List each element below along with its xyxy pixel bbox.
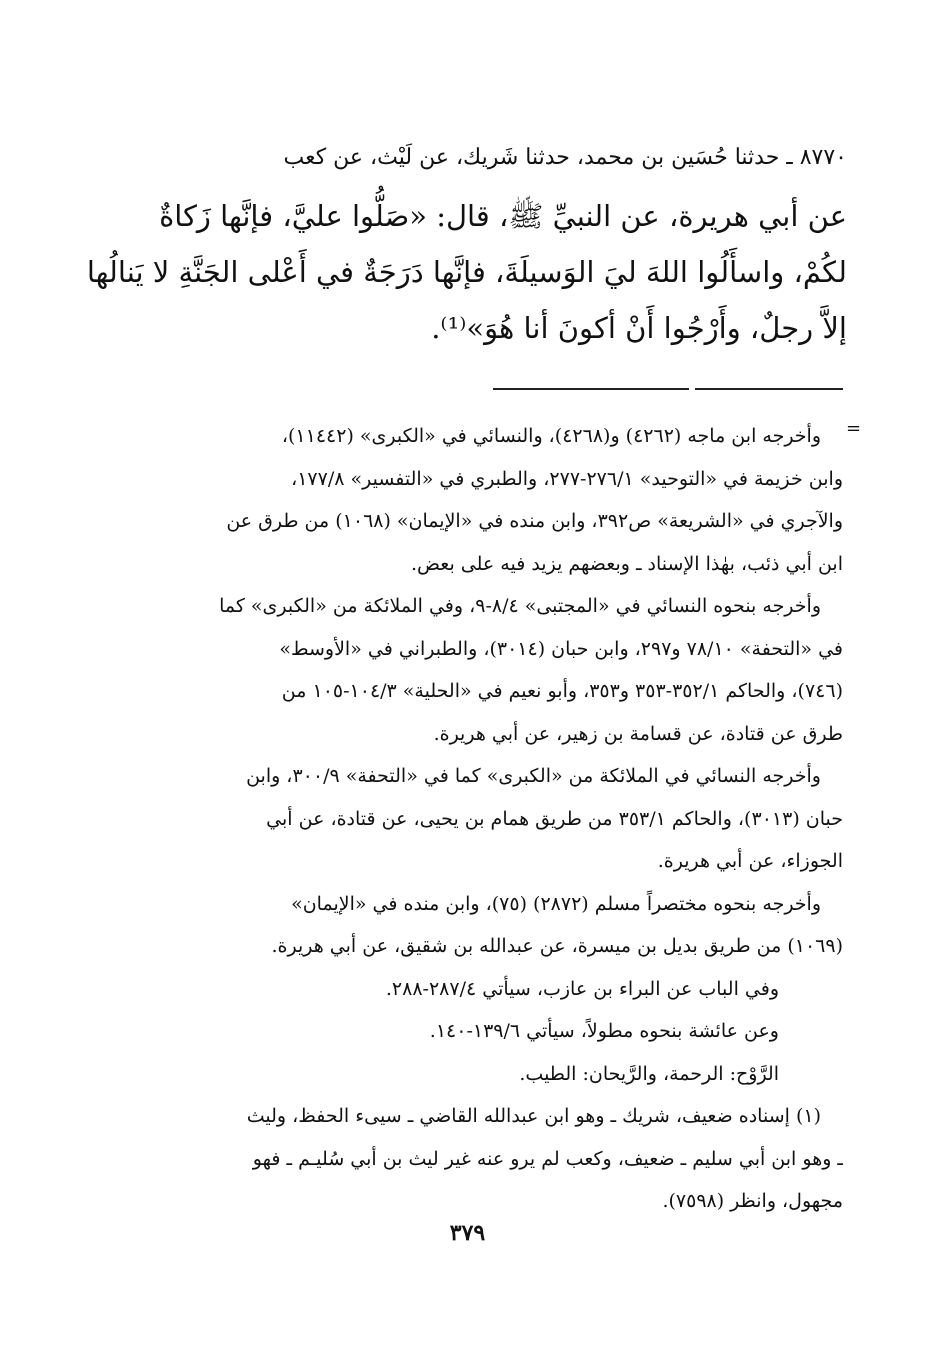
footnote-line: وعن عائشة بنحوه مطولاً، سيأتي ١٣٩/٦-١٤٠. — [429, 1020, 779, 1042]
footnote-separator — [493, 388, 843, 390]
footnote-line: وابن خزيمة في «التوحيد» ٢٧٦/١-٢٧٧، والطبري في «التفسير» ١٧٧/٨، — [291, 467, 843, 490]
separator-segment — [695, 388, 843, 390]
footnote-line: حبان (٣٠١٣)، والحاكم ٣٥٣/١ من طريق همام بن يحيى، عن قتادة، عن أبي — [266, 807, 843, 830]
footnote-line: وأخرجه النسائي في الملائكة من «الكبرى» كما في «التحفة» ٣٠٠/٩، وابن — [246, 765, 821, 787]
footnote-line: والآجري في «الشريعة» ص٣٩٢، وابن منده في «الإيمان» (١٠٦٨) من طرق عن — [226, 510, 843, 532]
footnote-line: الرَّوْح: الرحمة، والرَّيحان: الطيب. — [519, 1062, 779, 1085]
hadith-line: عن أبي هريرة، عن النبيِّ ﷺ، قال: «صَلُّوا عليَّ، فإنَّها زَكاةٌ — [159, 199, 847, 233]
page-number: ٣٧٩ — [449, 1220, 486, 1246]
footnote-line: (١٠٦٩) من طريق بديل بن ميسرة، عن عبدالله بن شقيق، عن أبي هريرة. — [271, 935, 843, 957]
footnote-line: مجهول، وانظر (٧٥٩٨). — [662, 1190, 843, 1212]
hadith-matn — [86, 188, 847, 356]
footnote-line: وأخرجه بنحوه مختصراً مسلم (٢٨٧٢) (٧٥)، وابن منده في «الإيمان» — [291, 892, 821, 915]
footnote-line: الجوزاء، عن أبي هريرة. — [657, 850, 843, 872]
footnote-line: وأخرجه ابن ماجه (٤٢٦٢) و(٤٢٦٨)، والنسائي في «الكبرى» (١١٤٤٢)، — [281, 425, 821, 447]
footnote-line: وأخرجه بنحوه النسائي في «المجتبى» ٨/٤-٩، وفي الملائكة من «الكبرى» كما — [219, 595, 821, 617]
footnote-line: وفي الباب عن البراء بن عازب، سيأتي ٢٨٧/٤-٢٨٨. — [385, 977, 779, 1000]
hadith-header: ٨٧٧٠ ـ حدثنا حُسَين بن محمد، حدثنا شَريك، عن لَيْث، عن كعب — [283, 145, 847, 170]
hadith-line: إلاَّ رجلٌ، وأَرْجُوا أَنْ أكونَ أنا هُوَ»⁽¹⁾. — [431, 311, 847, 345]
continuation-mark: = — [846, 418, 862, 439]
hadith-block — [86, 138, 847, 356]
footnote-line: (١) إسناده ضعيف، شريك ـ وهو ابن عبدالله القاضي ـ سيىء الحفظ، وليث — [246, 1105, 821, 1127]
footnotes — [91, 415, 843, 1223]
separator-segment — [493, 388, 689, 390]
footnote-line: (٧٤٦)، والحاكم ٣٥٢/١-٣٥٣ و٣٥٣، وأبو نعيم في «الحلية» ١٠٤/٣-١٠٥ من — [281, 680, 843, 702]
footnote-line: ـ وهو ابن أبي سليم ـ ضعيف، وكعب لم يرو عنه غير ليث بن أبي سُليـم ـ فهو — [252, 1147, 843, 1170]
hadith-line: لكُمْ، واسأَلُوا اللهَ ليَ الوَسيلَةَ، فإنَّها دَرَجَةٌ في أَعْلى الجَنَّةِ لا يَنالُها — [86, 255, 847, 289]
footnote-line: طرق عن قتادة، عن قسامة بن زهير، عن أبي هريرة. — [433, 722, 843, 745]
footnote-line: في «التحفة» ٧٨/١٠ و٢٩٧، وابن حبان (٣٠١٤)، والطبراني في «الأوسط» — [279, 637, 843, 660]
footnote-line: ابن أبي ذئب، بهٰذا الإسناد ـ وبعضهم يزيد فيه على بعض. — [410, 552, 843, 575]
